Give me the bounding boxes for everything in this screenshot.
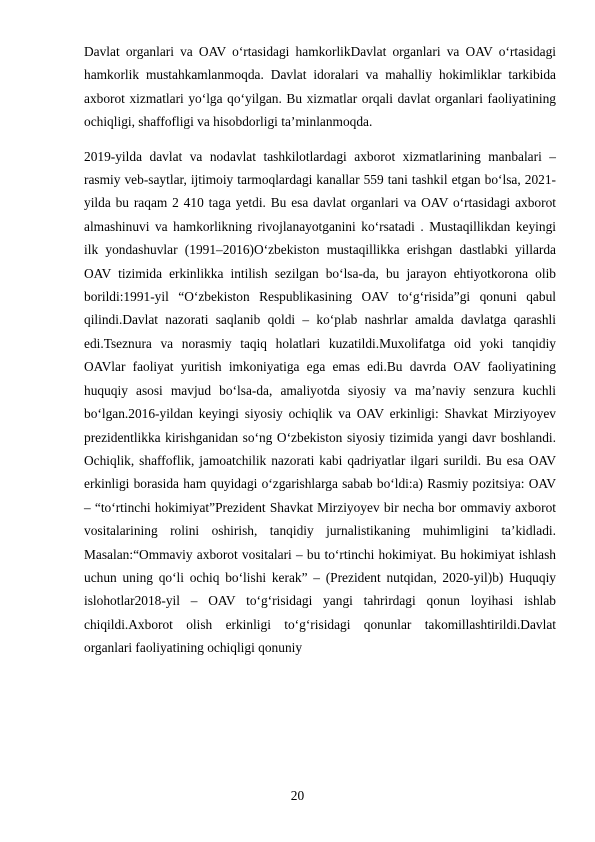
document-page (84, 40, 556, 660)
paragraph-body: 2019-yilda davlat va nodavlat tashkilotlardagi axborot xizmatlarining manbalari – rasmiy veb-saytlar, ijtimoiy tarmoqlardagi kanallar 559 tani tashkil etgan bo‘lsa, 2021-yilda bu raqam 2 410 taga yetdi. Bu esa davlat organlari va OAV o‘rtasidagi axborot almashinuvi va hamkorlikning rivojlanayotganini ko‘rsatadi . Mustaqillikdan keyingi ilk yondashuvlar (1991–2016)O‘zbekiston mustaqillikka erishgan dastlabki yillarda OAV tizimida erkinlikka intilish sezilgan bo‘lsa-da, bu jarayon ehtiyotkorona olib borildi:1991-yil “O‘zbekiston Respublikasining OAV to‘g‘risida”gi qonuni qabul qilindi.Davlat nazorati saqlanib qoldi – ko‘plab nashrlar amalda davlatga qarashli edi.Tseznura va norasmiy taqiq holatlari kuzatildi.Muxolifatga oid yoki tanqidiy OAVlar faoliyat yuritish imkoniyatiga ega emas edi.Bu davrda OAV faoliyatining huquqiy asosi mavjud bo‘lsa-da, amaliyotda siyosiy va ma’naviy senzura kuchli bo‘lgan.2016-yildan keyingi siyosiy ochiqlik va OAV erkinligi: Shavkat Mirziyoyev prezidentlikka kirishganidan so‘ng O‘zbekiston siyosiy tizimida yangi davr boshlandi. Ochiqlik, shaffoflik, jamoatchilik nazorati kabi qadriyatlar ilgari surildi. Bu esa OAV erkinligi borasida ham quyidagi o‘zgarishlarga sabab bo‘ldi:a) Rasmiy pozitsiya: OAV – “to‘rtinchi hokimiyat”Prezident Shavkat Mirziyoyev bir necha bor ommaviy axborot vositalarining rolini oshirish, tanqidiy jurnalistikaning muhimligini ta’kidladi. Masalan:“Ommaviy axborot vositalari – bu to‘rtinchi hokimiyat. Bu hokimiyat ishlash uchun uning qo‘li ochiq bo‘lishi kerak” – (Prezident nutqidan, 2020-yil)b) Huquqiy islohotlar2018-yil – OAV to‘g‘risidagi yangi tahrirdagi qonun loyihasi ishlab chiqildi.Axborot olish erkinligi to‘g‘risidagi qonunlar takomillashtirildi.Davlat organlari faoliyatining ochiqligi qonuniy (84, 148, 556, 656)
page-number: 20 (290, 788, 305, 803)
paragraph-intro: Davlat organlari va OAV o‘rtasidagi hamkorlikDavlat organlari va OAV o‘rtasidagi hamkorlik mustahkamlanmoqda. Davlat idoralari va mahalliy hokimliklar tarkibida axborot xizmatlari yo‘lga qo‘yilgan. Bu xizmatlar orqali davlat organlari faoliyatining ochiqligi, shaffofligi va hisobdorligi ta’minlanmoqda. (84, 44, 556, 130)
